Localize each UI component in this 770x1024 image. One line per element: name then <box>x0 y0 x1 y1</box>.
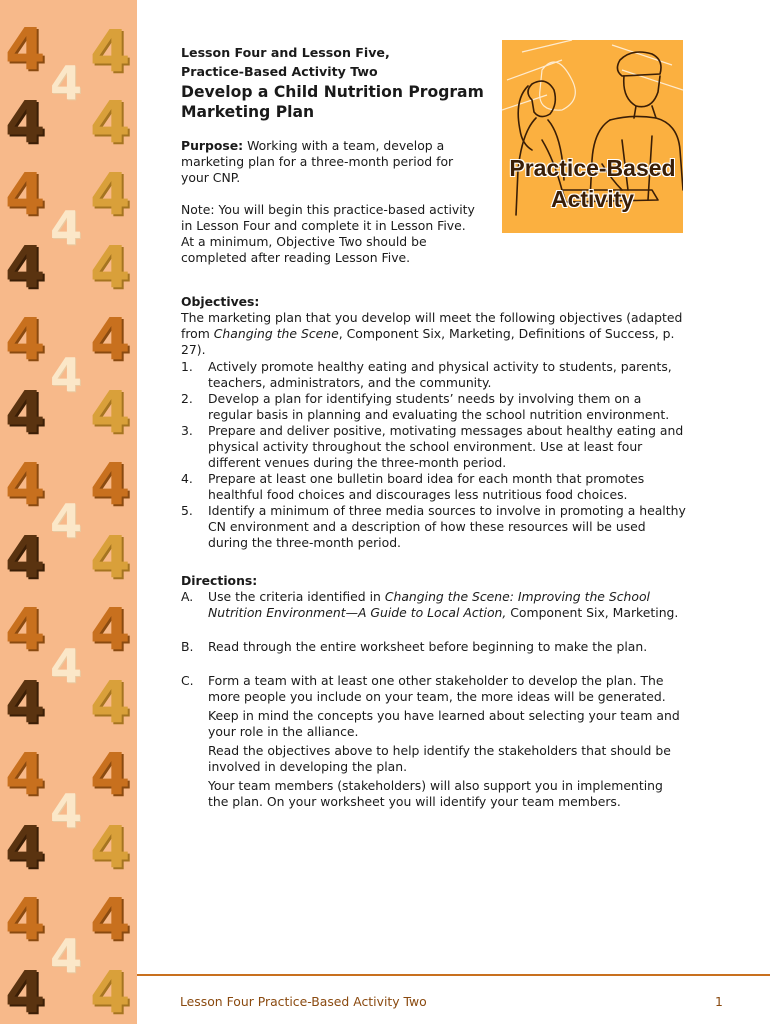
list-item <box>181 471 687 503</box>
decor-four: 4 <box>5 813 46 881</box>
direction-text <box>208 589 687 621</box>
list-number: 1. <box>181 359 193 374</box>
decor-four: 4 <box>5 233 46 301</box>
list-item <box>181 423 687 471</box>
list-item <box>181 503 687 551</box>
decor-four: 4 <box>5 595 46 663</box>
direction-label: C. <box>181 673 194 688</box>
direction-c-paragraph: Keep in mind the concepts you have learned about selecting your team and your role in the alliance. <box>208 708 680 739</box>
direction-a-before: Use the criteria identified in <box>208 589 385 604</box>
decor-four: 4 <box>90 595 131 663</box>
decor-four: 4 <box>5 160 46 228</box>
page-title: Develop a Child Nutrition Program Marketing Plan <box>181 83 484 121</box>
note-paragraph: Note: You will begin this practice-based activity in Lesson Four and complete it in Lesson Five. At a minimum, Objective Two should be completed after reading Lesson Five. <box>181 202 475 265</box>
direction-c-paragraph: Your team members (stakeholders) will also support you in implementing the plan. On your worksheet you will identify your team members. <box>208 778 663 809</box>
list-text: Identify a minimum of three media sources to involve in promoting a healthy CN environment and a description of how these resources will be used during the three-month period. <box>208 503 686 550</box>
decor-four: 4 <box>50 494 83 548</box>
direction-c-paragraph: Read the objectives above to help identify the stakeholders that should be involved in developing the plan. <box>208 743 671 774</box>
decor-four: 4 <box>5 958 46 1024</box>
decor-four: 4 <box>90 958 131 1024</box>
decorative-side-strip <box>0 0 137 1024</box>
decor-four: 4 <box>90 668 131 736</box>
decor-four: 4 <box>50 639 83 693</box>
decor-four: 4 <box>90 233 131 301</box>
list-text: Prepare and deliver positive, motivating messages about healthy eating and physical activity throughout the school environment. Use at least four different venues during the three-month period. <box>208 423 684 470</box>
badge-line2: Activity <box>550 186 635 213</box>
decor-four: 4 <box>50 348 83 402</box>
decor-four: 4 <box>5 668 46 736</box>
directions-heading: Directions: <box>181 573 258 588</box>
decor-four: 4 <box>5 378 46 446</box>
decor-four: 4 <box>50 929 83 983</box>
direction-a <box>181 589 687 621</box>
purpose-paragraph <box>181 138 481 186</box>
decor-four: 4 <box>5 88 46 156</box>
list-number: 2. <box>181 391 193 406</box>
decor-four: 4 <box>50 201 83 255</box>
objectives-intro-after: , Component Six, Marketing, Definitions of Success, p. 27). <box>181 326 675 357</box>
list-text: Prepare at least one bulletin board idea for each month that promotes healthful food choices and discourages less nutritious food choices. <box>208 471 645 502</box>
decor-four: 4 <box>90 305 131 373</box>
lesson-subtitle-1: Lesson Four and Lesson Five, <box>181 45 390 60</box>
worksheet-content <box>181 43 687 810</box>
decor-four: 4 <box>5 450 46 518</box>
decor-four: 4 <box>5 305 46 373</box>
decor-four: 4 <box>90 523 131 591</box>
objectives-list <box>181 359 687 551</box>
decor-four: 4 <box>50 56 83 110</box>
decor-four: 4 <box>5 523 46 591</box>
objectives-heading: Objectives: <box>181 294 260 309</box>
list-text: Actively promote healthy eating and physical activity to students, parents, teachers, administrators, and the community. <box>208 359 672 390</box>
list-item <box>181 359 687 391</box>
direction-c-paragraph: Form a team with at least one other stakeholder to develop the plan. The more people you include on your team, the more ideas will be generated. <box>208 673 666 704</box>
lesson-subtitle-2: Practice-Based Activity Two <box>181 64 378 79</box>
decor-four: 4 <box>90 88 131 156</box>
list-number: 3. <box>181 423 193 438</box>
decor-four: 4 <box>90 885 131 953</box>
direction-label: B. <box>181 639 194 654</box>
direction-a-italic: Changing the Scene: Improving the School Nutrition Environment—A Guide to Local Action, <box>208 589 650 620</box>
objectives-intro-italic: Changing the Scene <box>213 326 339 341</box>
page-number: 1 <box>715 994 723 1009</box>
badge-line1: Practice-Based <box>509 155 676 181</box>
decor-four: 4 <box>90 450 131 518</box>
direction-text: Read through the entire worksheet before beginning to make the plan. <box>208 639 648 654</box>
decor-four: 4 <box>90 160 131 228</box>
direction-text <box>208 673 687 810</box>
decor-four: 4 <box>50 784 83 838</box>
decor-four: 4 <box>5 885 46 953</box>
decor-four: 4 <box>90 740 131 808</box>
direction-c <box>181 673 687 810</box>
decor-four: 4 <box>90 17 131 85</box>
purpose-label: Purpose: <box>181 138 244 153</box>
list-text: Develop a plan for identifying students’ needs by involving them on a regular basis in planning and evaluating the school nutrition environment. <box>208 391 670 422</box>
decor-four: 4 <box>5 740 46 808</box>
footer-title: Lesson Four Practice-Based Activity Two <box>180 994 427 1009</box>
list-number: 4. <box>181 471 193 486</box>
direction-label: A. <box>181 589 194 604</box>
list-item <box>181 391 687 423</box>
footer-rule <box>137 974 770 976</box>
decor-four: 4 <box>5 15 46 83</box>
decor-four: 4 <box>90 813 131 881</box>
purpose-text: Working with a team, develop a marketing plan for a three-month period for your CNP. <box>181 138 454 185</box>
direction-b <box>181 639 687 655</box>
list-number: 5. <box>181 503 193 518</box>
objectives-intro-before: The marketing plan that you develop will meet the following objectives (adapted from <box>181 310 683 341</box>
direction-a-after: Component Six, Marketing. <box>506 605 679 620</box>
decor-four: 4 <box>90 378 131 446</box>
objectives-intro <box>181 310 687 358</box>
